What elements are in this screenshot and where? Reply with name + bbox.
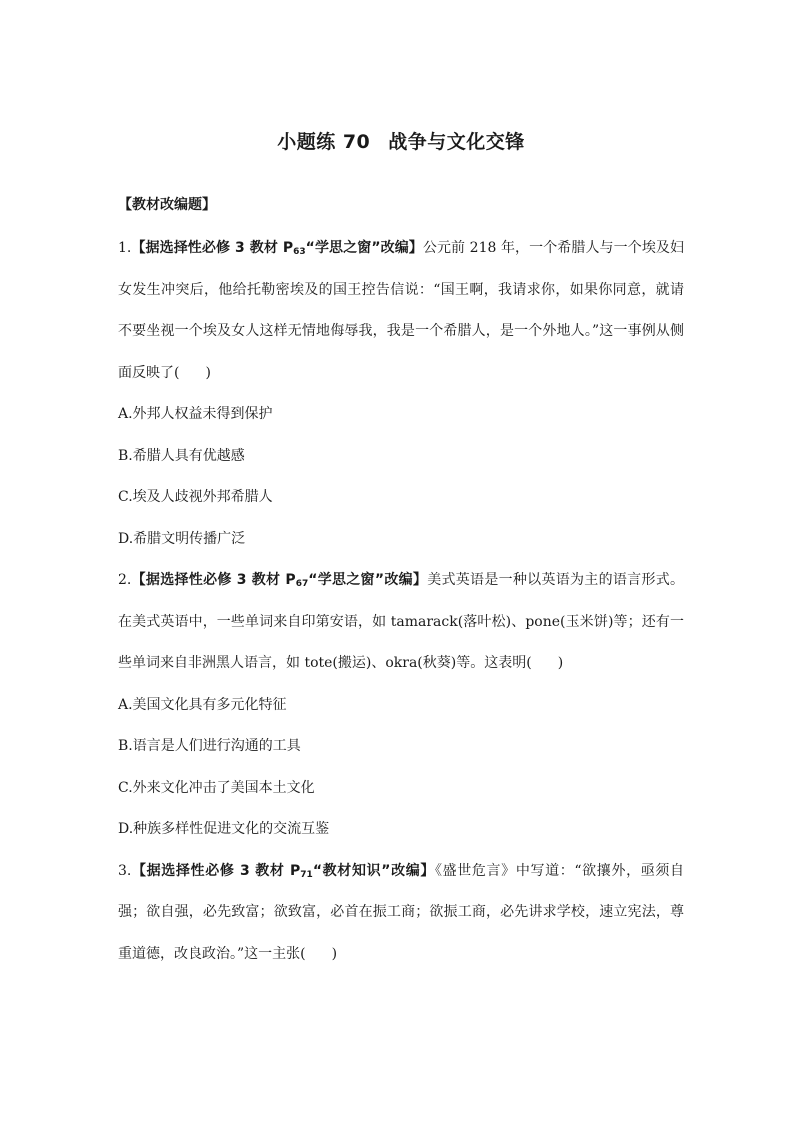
option-d: D.希腊文明传播广泛 [118,530,246,547]
question-1 [118,228,684,560]
option-c: C.埃及人歧视外邦希腊人 [118,489,273,505]
question-number: 3. [118,862,132,879]
question-3 [118,851,684,976]
question-stem: 3.【据选择性必修 3 教材 $P_{71}“$教材知识”改编】《盛世危言》中写道：“欲攘外，亟须自强；欲自强，必先致富；欲致富，必首在振工商；欲振工商，必先讲求学校，速立宪法，尊重道德，改良政治。”这一主张( ) [118,862,685,962]
option-b: B.希腊人具有优越感 [118,447,245,464]
option-a: A.美国文化具有多元化特征 [118,696,287,713]
source-tag: 【据选择性必修 3 教材 $P_{63}“$学思之窗”改编】 [131,240,423,257]
question-2 [118,560,684,851]
section-heading: 【教材改编题】 [118,197,216,213]
option-d: D.种族多样性促进文化的交流互鉴 [118,821,330,837]
title-number: 小题练 70 [277,131,371,153]
option-a: A.外邦人权益未得到保护 [118,406,273,422]
question-number: 2. [118,572,132,588]
question-list [118,228,684,975]
question-stem: 2.【据选择性必修 3 教材 $P_{67}“$学思之窗”改编】美式英语是一种以英语为主的语言形式。在美式英语中，一些单词来自印第安语，如 tamarack(落叶松)、pone(玉米饼)等；还有一些单词来自非洲黑人语言，如 tote(搬运)、okra(秋葵)等。这表明( ) [118,572,685,671]
question-stem: 1.【据选择性必修 3 教材 $P_{63}“$学思之窗”改编】公元前 218 年，一个希腊人与一个埃及妇女发生冲突后，他给托勒密埃及的国王控告信说：“国王啊，我请求你，如果你同意，就请不要坐视一个埃及女人这样无情地侮辱我，我是一个希腊人，是一个外地人。”这一事例从侧面反映了( ) [118,240,685,381]
stem-text: 《盛世危言》中写道：“欲攘外，亟须自强；欲自强，必先致富；欲致富，必首在振工商；欲振工商，必先讲求学校，速立宪法，尊重道德，改良政治。”这一主张( [118,862,685,962]
source-tag: 【据选择性必修 3 教材 $P_{67}“$学思之窗”改编】 [131,572,428,589]
page-title [118,128,684,156]
stem-text: 美式英语是一种以英语为主的语言形式。在美式英语中，一些单词来自印第安语，如 tamarack(落叶松)、pone(玉米饼)等；还有一些单词来自非洲黑人语言，如 tote(搬运)、okra(秋葵)等。这表明( [118,572,685,671]
option-b: B.语言是人们进行沟通的工具 [118,738,301,754]
question-number: 1. [118,240,132,256]
option-c: C.外来文化冲击了美国本土文化 [118,779,315,796]
source-tag: 【据选择性必修 3 教材 $P_{71}“$教材知识”改编】 [131,862,435,880]
stem-text: 公元前 218 年，一个希腊人与一个埃及妇女发生冲突后，他给托勒密埃及的国王控告信说：“国王啊，我请求你，如果你同意，就请不要坐视一个埃及女人这样无情地侮辱我，我是一个希腊人，是一个外地人。”这一事例从侧面反映了( [118,240,685,381]
title-topic: 战争与文化交锋 [388,131,525,153]
